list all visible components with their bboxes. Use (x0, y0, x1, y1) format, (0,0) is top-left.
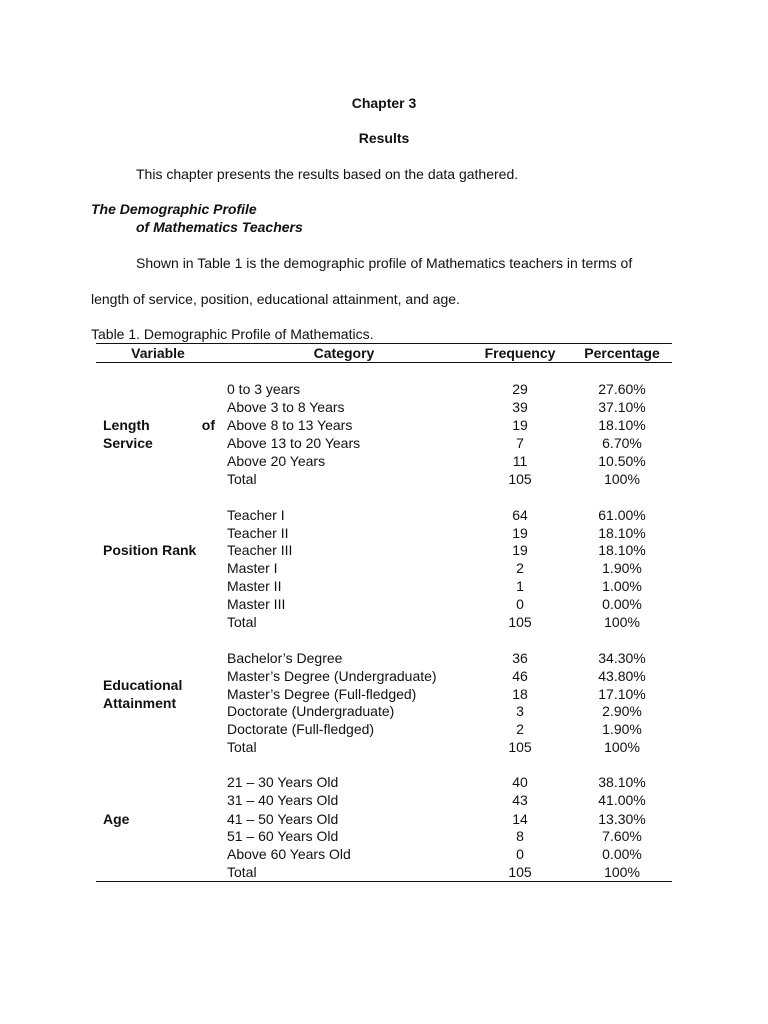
category-cell: 51 – 60 Years Old (227, 828, 339, 844)
section-title-line1: The Demographic Profile (91, 201, 257, 217)
header-bottom-rule (96, 362, 672, 363)
percentage-cell: 18.10% (598, 417, 646, 433)
category-cell: Master III (227, 596, 286, 612)
category-cell: Total (227, 864, 257, 880)
frequency-cell: 105 (508, 614, 532, 630)
frequency-cell: 46 (512, 668, 528, 684)
category-cell: Master I (227, 560, 278, 576)
category-cell: Master’s Degree (Undergraduate) (227, 668, 437, 684)
percentage-cell: 18.10% (598, 542, 646, 558)
frequency-cell: 7 (516, 435, 524, 451)
frequency-cell: 0 (516, 846, 524, 862)
percentage-cell: 100% (604, 864, 640, 880)
frequency-cell: 0 (516, 596, 524, 612)
percentage-cell: 100% (604, 614, 640, 630)
percentage-cell: 61.00% (598, 507, 646, 523)
category-cell: Above 3 to 8 Years (227, 399, 345, 415)
percentage-cell: 13.30% (598, 811, 646, 827)
percentage-cell: 38.10% (598, 774, 646, 790)
category-cell: Total (227, 471, 257, 487)
frequency-cell: 36 (512, 650, 528, 666)
group-label-length-of-service (103, 416, 215, 452)
header-frequency: Frequency (484, 345, 556, 361)
group-label-line1: Educational (103, 677, 183, 693)
percentage-cell: 1.00% (602, 578, 642, 594)
frequency-cell: 29 (512, 381, 528, 397)
percentage-cell: 1.90% (602, 721, 642, 737)
header-percentage: Percentage (584, 345, 660, 361)
category-cell: 31 – 40 Years Old (227, 792, 339, 808)
category-cell: Above 60 Years Old (227, 846, 351, 862)
body-paragraph-line1: Shown in Table 1 is the demographic profile of Mathematics teachers in terms of (136, 255, 633, 271)
category-cell: 0 to 3 years (227, 381, 301, 397)
frequency-cell: 105 (508, 739, 532, 755)
percentage-cell: 34.30% (598, 650, 646, 666)
category-cell: Above 8 to 13 Years (227, 417, 353, 433)
percentage-cell: 7.60% (602, 828, 642, 844)
frequency-cell: 43 (512, 792, 528, 808)
frequency-cell: 1 (516, 578, 524, 594)
percentage-cell: 0.00% (602, 846, 642, 862)
results-heading: Results (358, 130, 410, 146)
header-variable: Variable (131, 345, 185, 361)
group-label-line2: Attainment (103, 695, 177, 711)
body-paragraph-line2: length of service, position, educational attainment, and age. (91, 291, 460, 307)
percentage-cell: 41.00% (598, 792, 646, 808)
frequency-cell: 8 (516, 828, 524, 844)
intro-paragraph: This chapter presents the results based on the data gathered. (136, 166, 519, 182)
frequency-cell: 105 (508, 864, 532, 880)
category-cell: 21 – 30 Years Old (227, 774, 339, 790)
percentage-cell: 18.10% (598, 525, 646, 541)
category-cell: 41 – 50 Years Old (227, 811, 339, 827)
table-bottom-rule (96, 881, 672, 882)
percentage-cell: 43.80% (598, 668, 646, 684)
frequency-cell: 19 (512, 542, 528, 558)
chapter-heading: Chapter 3 (351, 95, 417, 111)
category-cell: Teacher II (227, 525, 289, 541)
percentage-cell: 10.50% (598, 453, 646, 469)
frequency-cell: 19 (512, 417, 528, 433)
frequency-cell: 105 (508, 471, 532, 487)
frequency-cell: 39 (512, 399, 528, 415)
group-label-educational-attainment (103, 676, 182, 712)
percentage-cell: 1.90% (602, 560, 642, 576)
percentage-cell: 17.10% (598, 686, 646, 702)
group-label-line2: Service (103, 435, 153, 451)
group-label-line1b: of (201, 417, 215, 433)
table-top-rule (96, 343, 672, 344)
frequency-cell: 2 (516, 721, 524, 737)
category-cell: Bachelor’s Degree (227, 650, 343, 666)
frequency-cell: 14 (512, 811, 528, 827)
frequency-cell: 2 (516, 560, 524, 576)
section-title-line2: of Mathematics Teachers (136, 219, 303, 235)
category-cell: Master II (227, 578, 282, 594)
percentage-cell: 2.90% (602, 703, 642, 719)
category-cell: Above 20 Years (227, 453, 326, 469)
frequency-cell: 19 (512, 525, 528, 541)
category-cell: Above 13 to 20 Years (227, 435, 361, 451)
header-category: Category (313, 345, 375, 361)
category-cell: Teacher III (227, 542, 293, 558)
category-cell: Total (227, 614, 257, 630)
frequency-cell: 3 (516, 703, 524, 719)
percentage-cell: 0.00% (602, 596, 642, 612)
table-caption: Table 1. Demographic Profile of Mathematics. (91, 326, 374, 342)
category-cell: Doctorate (Full-fledged) (227, 721, 375, 737)
percentage-cell: 100% (604, 471, 640, 487)
category-cell: Doctorate (Undergraduate) (227, 703, 395, 719)
percentage-cell: 27.60% (598, 381, 646, 397)
percentage-cell: 37.10% (598, 399, 646, 415)
group-label-age: Age (103, 811, 130, 827)
category-cell: Total (227, 739, 257, 755)
frequency-cell: 11 (512, 453, 528, 469)
frequency-cell: 18 (512, 686, 528, 702)
group-label-position-rank: Position Rank (103, 542, 197, 558)
category-cell: Master’s Degree (Full-fledged) (227, 686, 417, 702)
percentage-cell: 100% (604, 739, 640, 755)
group-label-line1a: Length (103, 417, 150, 433)
frequency-cell: 64 (512, 507, 528, 523)
category-cell: Teacher I (227, 507, 285, 523)
percentage-cell: 6.70% (602, 435, 642, 451)
frequency-cell: 40 (512, 774, 528, 790)
